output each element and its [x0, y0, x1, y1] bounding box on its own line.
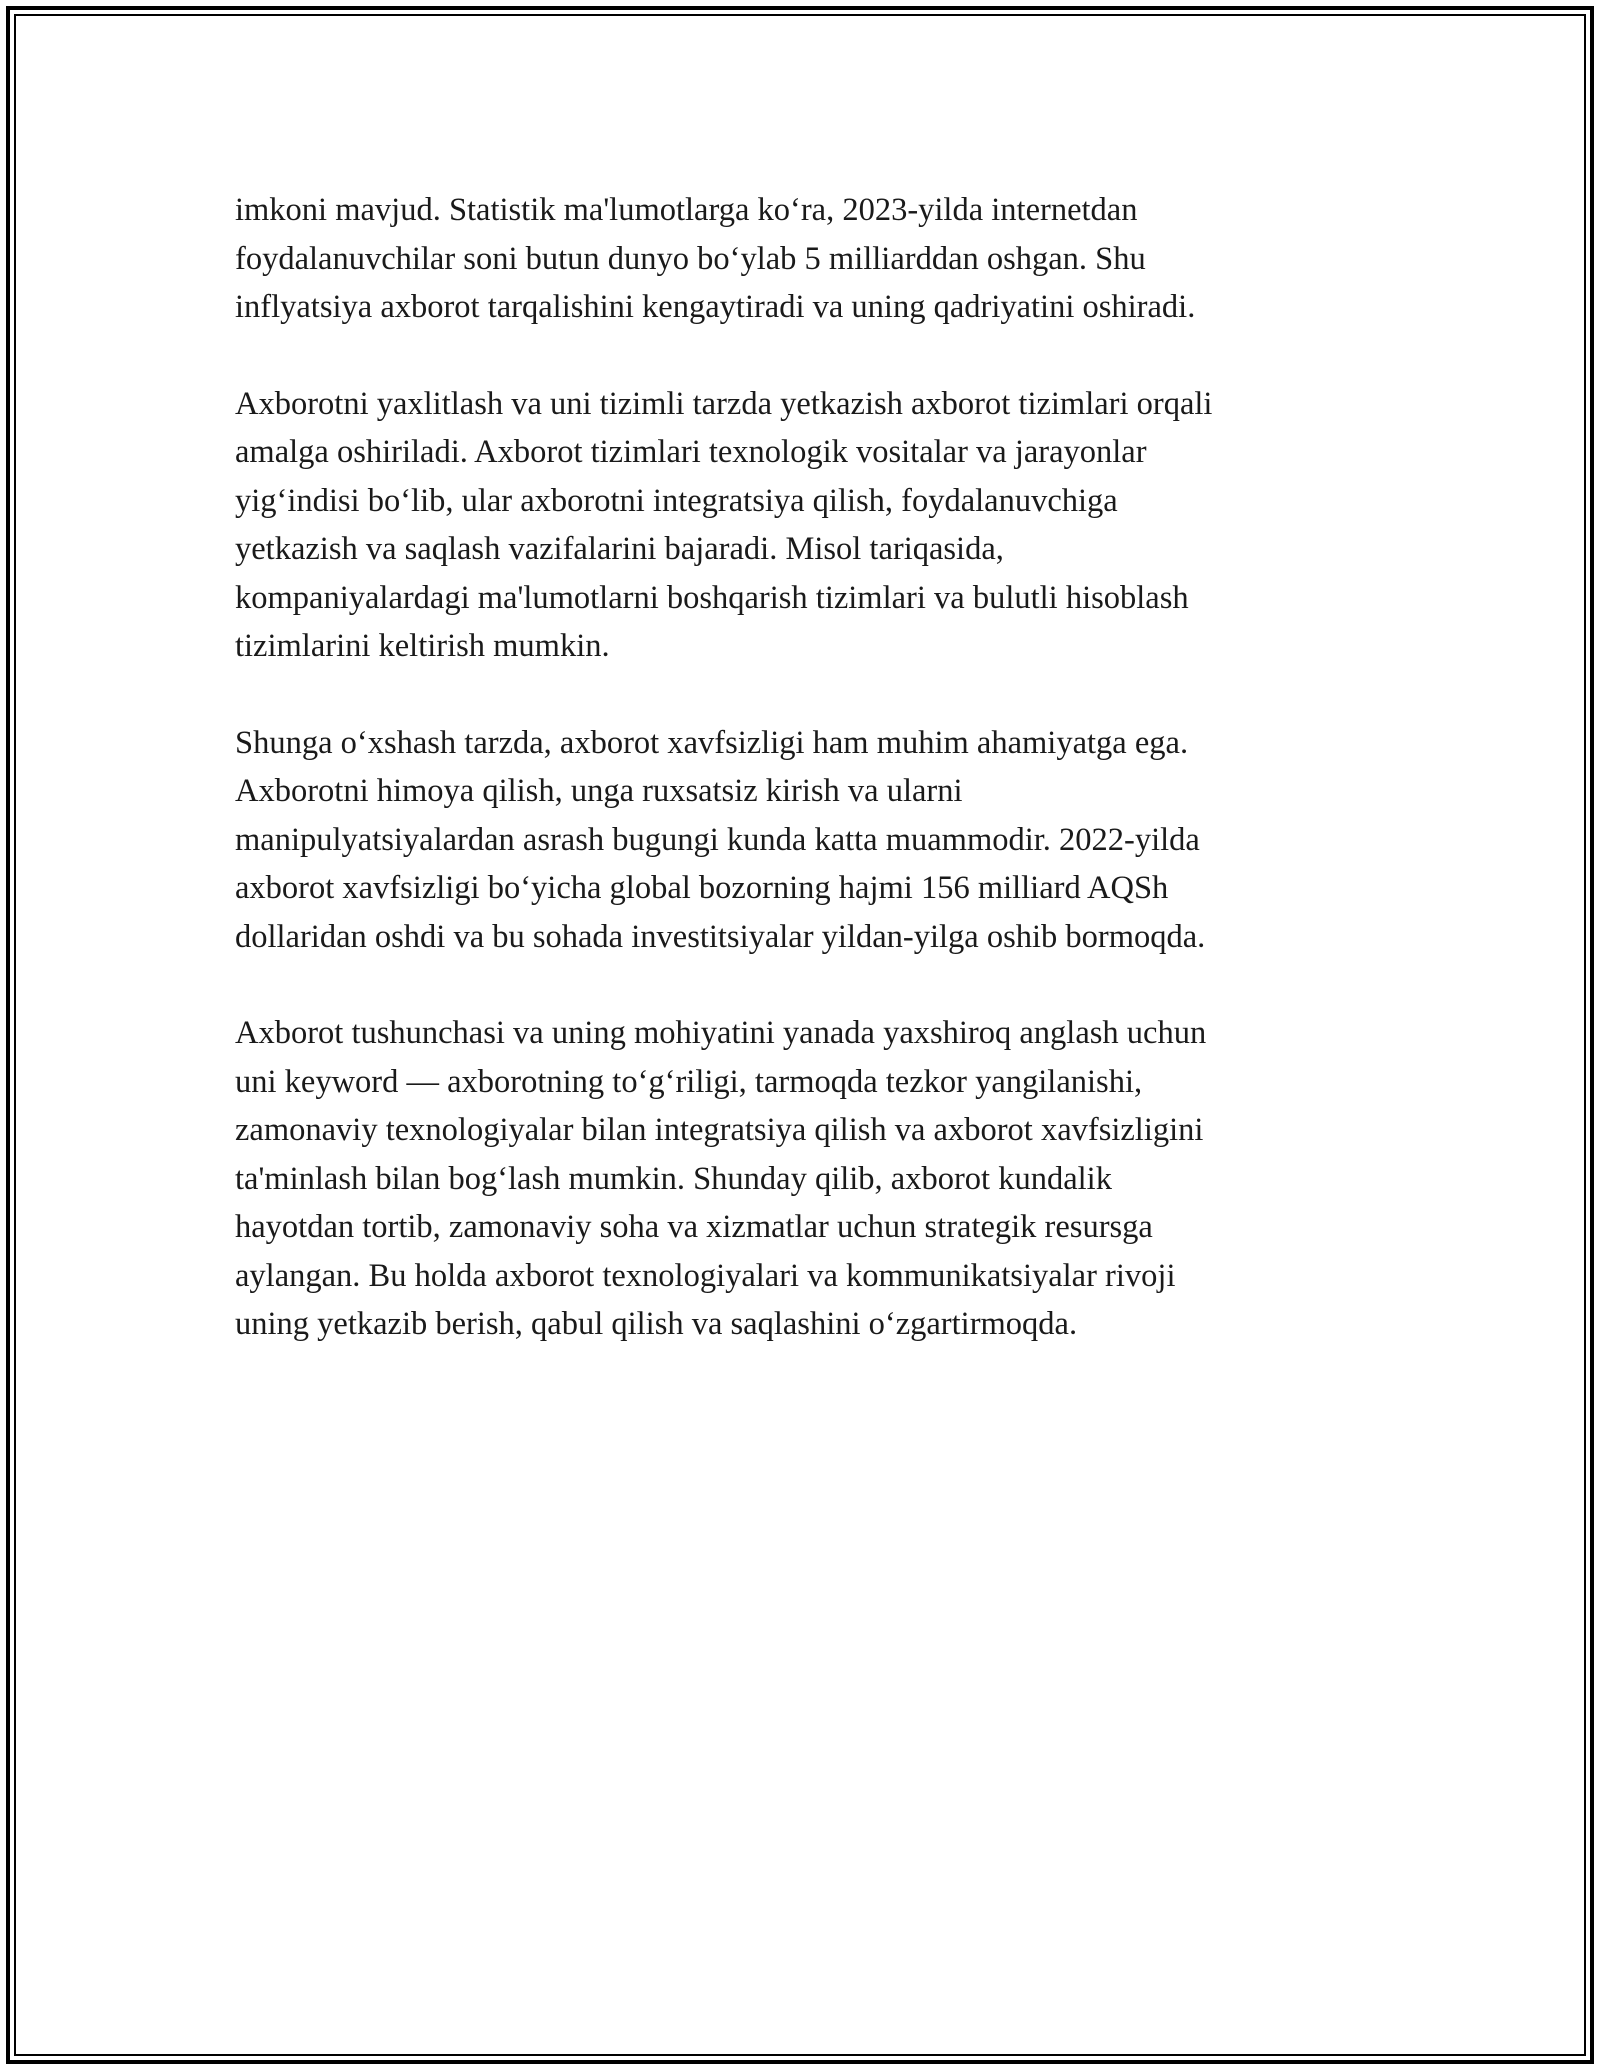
text-line: yetkazish va saqlash vazifalarini bajaradi. Misol tariqasida,	[235, 531, 1004, 567]
text-line: zamonaviy texnologiyalar bilan integratsiya qilish va axborot xavfsizligini	[235, 1112, 1204, 1148]
text-line: axborot xavfsizligi bo‘yicha global bozorning hajmi 156 milliard AQSh	[235, 870, 1169, 906]
paragraph-information-concept	[235, 1009, 1375, 1349]
text-line: inflyatsiya axborot tarqalishini kengaytiradi va uning qadriyatini oshiradi.	[235, 289, 1196, 325]
text-line: imkoni mavjud. Statistik ma'lumotlarga ko‘ra, 2023-yilda internetdan	[235, 192, 1138, 228]
text-line: aylangan. Bu holda axborot texnologiyalari va kommunikatsiyalar rivoji	[235, 1257, 1176, 1294]
paragraph-information-security	[235, 719, 1375, 962]
text-line: amalga oshiriladi. Axborot tizimlari texnologik vositalar va jarayonlar	[235, 434, 1147, 470]
text-line: Shunga o‘xshash tarzda, axborot xavfsizligi ham muhim ahamiyatga ega.	[235, 724, 1189, 761]
text-line: manipulyatsiyalardan asrash bugungi kunda katta muammodir. 2022-yilda	[235, 821, 1200, 858]
text-line: Axborotni himoya qilish, unga ruxsatsiz kirish va ularni	[235, 773, 963, 809]
text-line: uni keyword — axborotning to‘g‘riligi, tarmoqda tezkor yangilanishi,	[235, 1063, 1143, 1100]
text-line: ta'minlash bilan bog‘lash mumkin. Shunday qilib, axborot kundalik	[235, 1160, 1112, 1197]
text-line: kompaniyalardagi ma'lumotlarni boshqarish tizimlari va bulutli hisoblash	[235, 579, 1189, 616]
text-line: hayotdan tortib, zamonaviy soha va xizmatlar uchun strategik resursga	[235, 1209, 1153, 1245]
text-line: foydalanuvchilar soni butun dunyo bo‘ylab 5 milliarddan oshgan. Shu	[235, 240, 1146, 277]
page-body	[235, 186, 1375, 1397]
text-line: yig‘indisi bo‘lib, ular axborotni integratsiya qilish, foydalanuvchiga	[235, 482, 1118, 519]
text-line: dollaridan oshdi va bu sohada investitsiyalar yildan-yilga oshib bormoqda.	[235, 918, 1206, 955]
paragraph-information-systems	[235, 380, 1375, 671]
paragraph-internet-users	[235, 186, 1375, 332]
text-line: Axborot tushunchasi va uning mohiyatini yanada yaxshiroq anglash uchun	[235, 1015, 1207, 1051]
text-line: tizimlarini keltirish mumkin.	[235, 628, 610, 664]
text-line: uning yetkazib berish, qabul qilish va saqlashini o‘zgartirmoqda.	[235, 1306, 1078, 1342]
text-line: Axborotni yaxlitlash va uni tizimli tarzda yetkazish axborot tizimlari orqali	[235, 385, 1213, 422]
